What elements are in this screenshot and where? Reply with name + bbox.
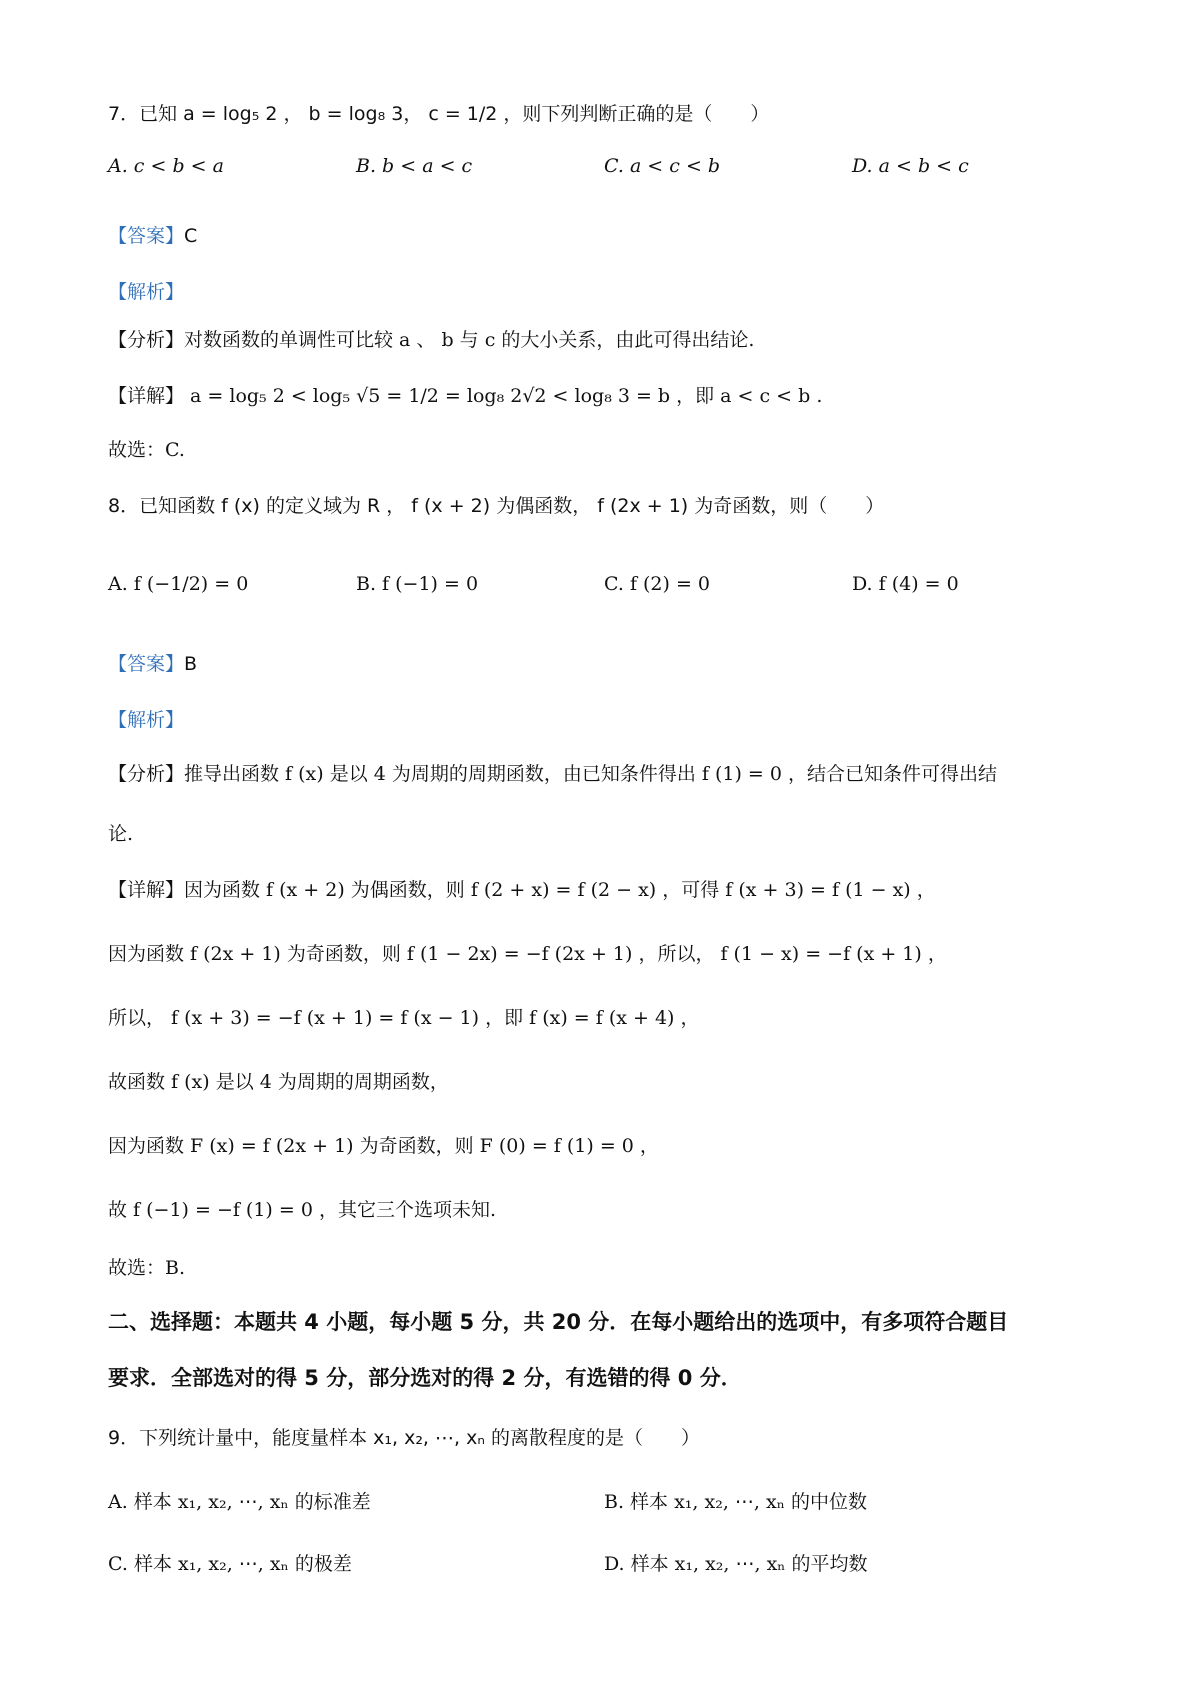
q9-option-a: A. 样本 x₁, x₂, ⋯, xₙ 的标准差: [108, 1491, 371, 1513]
q8-step-5: 因为函数 F (x) = f (2x + 1) 为奇函数，则 F (0) = f (1) = 0 ，: [108, 1135, 659, 1157]
q8-step-1: 【详解】因为函数 f (x + 2) 为偶函数，则 f (2 + x) = f (2 − x) ，可得 f (x + 3) = f (1 − x) ，: [108, 879, 936, 901]
q7-option-d: D. a < b < c: [852, 155, 969, 177]
q7-answer: C: [184, 225, 198, 247]
q7-option-b: B. b < a < c: [356, 155, 473, 177]
q9-option-b: B. 样本 x₁, x₂, ⋯, xₙ 的中位数: [604, 1491, 867, 1513]
q8-answer: B: [184, 653, 198, 675]
q9-option-c: C. 样本 x₁, x₂, ⋯, xₙ 的极差: [108, 1553, 352, 1575]
q8-option-c: C. f (2) = 0: [604, 573, 711, 595]
q8-stem: 8．已知函数 f (x) 的定义域为 R ， f (x + 2) 为偶函数， f (2x + 1) 为奇函数，则（ ）: [108, 495, 885, 517]
q8-step-3: 所以， f (x + 3) = −f (x + 1) = f (x − 1) ，即 f (x) = f (x + 4) ，: [108, 1007, 700, 1029]
q7-answer-line: [108, 222, 1104, 250]
q8-conclusion: 故选：B.: [108, 1257, 186, 1279]
q7-fenxi: 【分析】对数函数的单调性可比较 a 、 b 与 c 的大小关系，由此可得出结论.: [108, 329, 755, 351]
q9-stem: 9．下列统计量中，能度量样本 x₁, x₂, ⋯, xₙ 的离散程度的是（ ）: [108, 1427, 700, 1449]
q8-answer-line: [108, 650, 1104, 678]
q8-fenxi-line-1: 【分析】推导出函数 f (x) 是以 4 为周期的周期函数，由已知条件得出 f (1) = 0 ，结合已知条件可得出结: [108, 763, 998, 785]
q8-option-a: A. f (−1/2) = 0: [108, 573, 249, 595]
q8-fenxi-line-2: 论.: [108, 823, 134, 845]
q8-option-d: D. f (4) = 0: [852, 573, 959, 595]
q8-analysis-tag: 【解析】: [108, 709, 185, 731]
section-2-heading-line-1: 二、选择题：本题共 4 小题，每小题 5 分，共 20 分．在每小题给出的选项中，有多项符合题目: [108, 1310, 1009, 1334]
q8-step-6: 故 f (−1) = −f (1) = 0 ，其它三个选项未知.: [108, 1199, 497, 1221]
answer-tag: 【答案】: [108, 225, 185, 247]
q8-step-4: 故函数 f (x) 是以 4 为周期的周期函数，: [108, 1071, 449, 1093]
q7-xiangjie: 【详解】 a = log₅ 2 < log₅ √5 = 1/2 = log₈ 2√2 < log₈ 3 = b ，即 a < c < b .: [108, 385, 823, 407]
q7-conclusion: 故选：C.: [108, 439, 185, 461]
q7-stem: 7．已知 a = log₅ 2 ， b = log₈ 3， c = 1/2 ，则下列判断正确的是（ ）: [108, 103, 770, 125]
q7-option-c: C. a < c < b: [604, 155, 721, 177]
q8-option-b: B. f (−1) = 0: [356, 573, 479, 595]
section-2-heading-line-2: 要求．全部选对的得 5 分，部分选对的得 2 分，有选错的得 0 分．: [108, 1366, 742, 1390]
answer-tag: 【答案】: [108, 653, 185, 675]
q7-option-a: A. c < b < a: [108, 155, 224, 177]
q9-option-d: D. 样本 x₁, x₂, ⋯, xₙ 的平均数: [604, 1553, 868, 1575]
q8-step-2: 因为函数 f (2x + 1) 为奇函数，则 f (1 − 2x) = −f (2x + 1) ，所以， f (1 − x) = −f (x + 1) ，: [108, 943, 947, 965]
q7-analysis-tag: 【解析】: [108, 281, 185, 303]
